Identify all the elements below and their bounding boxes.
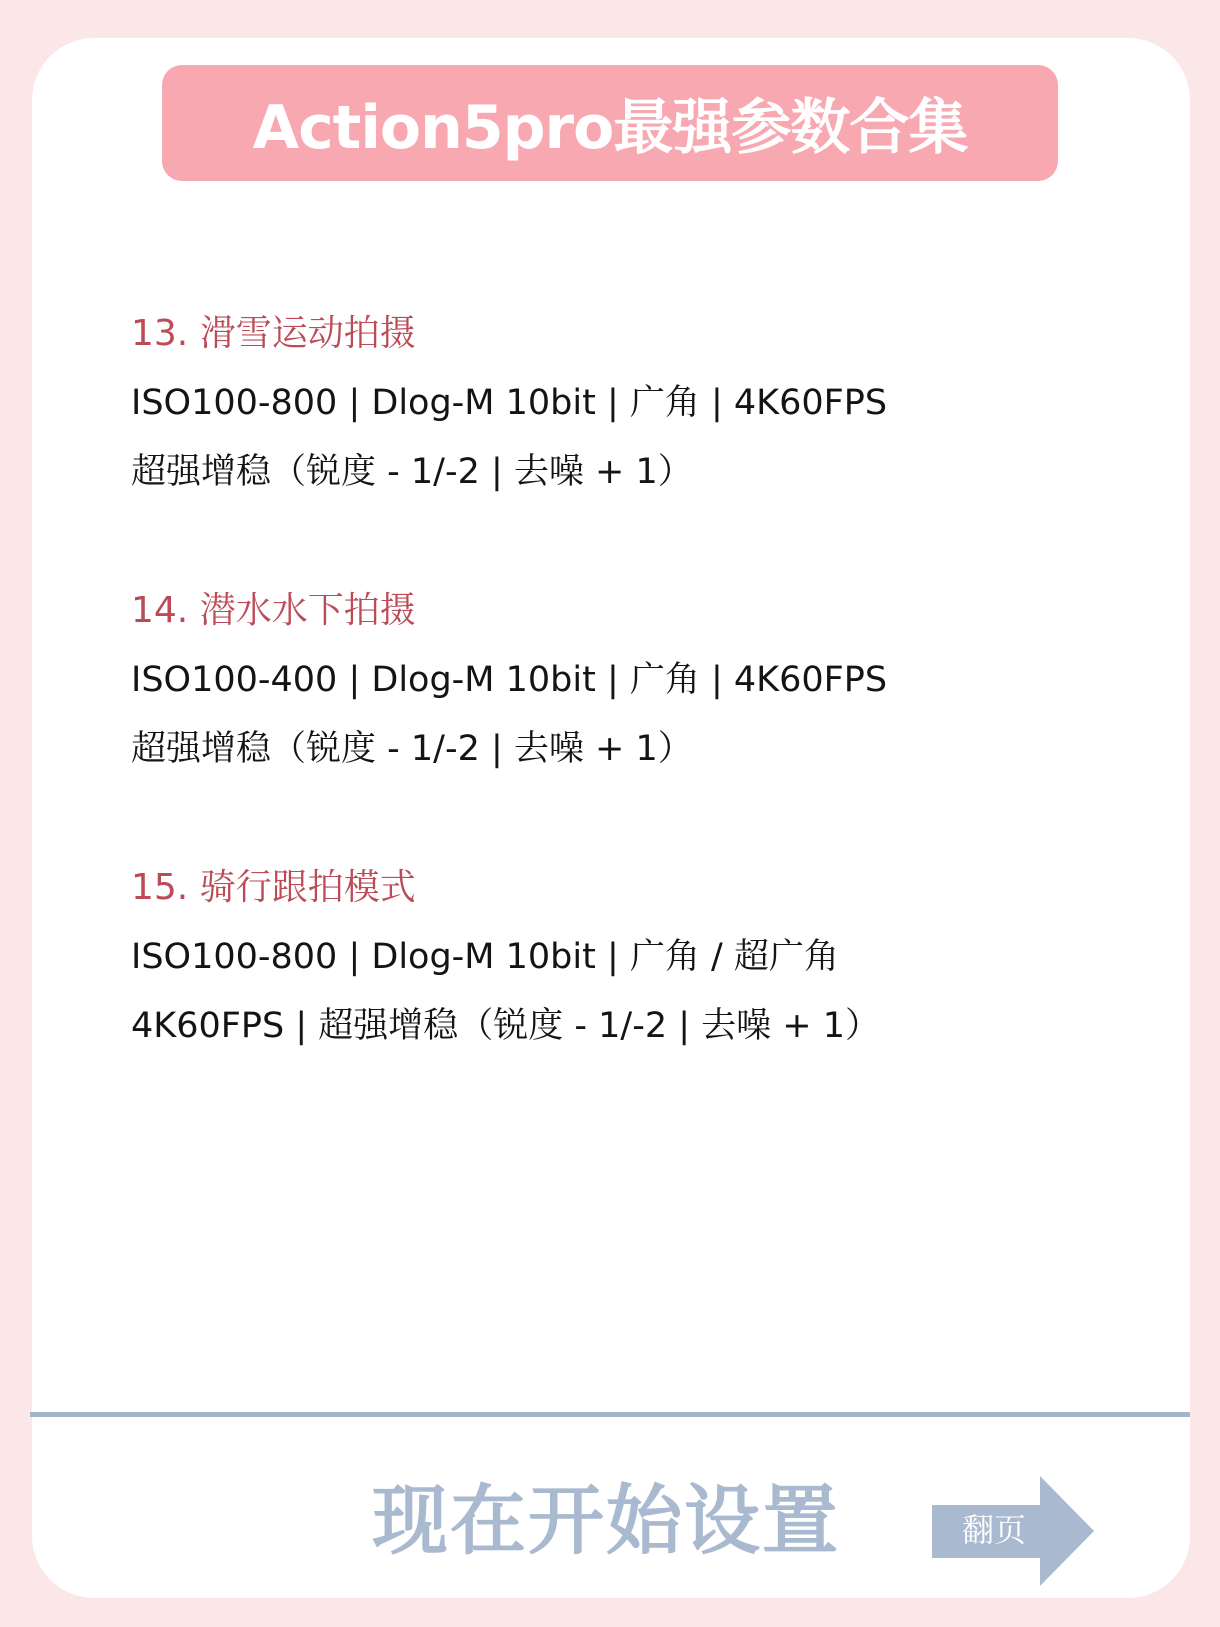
section-diving <box>131 589 887 771</box>
section-heading: 13. 滑雪运动拍摄 <box>131 313 416 354</box>
content-card <box>32 38 1190 1598</box>
section-cycling <box>131 866 880 1048</box>
cta-text: 现在开始设置 <box>372 1476 840 1565</box>
spec-line: ISO100-400 | Dlog-M 10bit | 广角 | 4K60FPS <box>131 660 888 700</box>
section-heading: 14. 潜水水下拍摄 <box>131 590 416 631</box>
spec-line: ISO100-800 | Dlog-M 10bit | 广角 | 4K60FPS <box>131 383 888 423</box>
spec-line: ISO100-800 | Dlog-M 10bit | 广角 / 超广角 <box>131 937 839 977</box>
section-heading: 15. 骑行跟拍模式 <box>131 867 416 908</box>
next-page-label: 翻页 <box>962 1511 1027 1549</box>
spec-line: 超强增稳（锐度 - 1/-2 | 去噪 + 1） <box>131 452 693 492</box>
page-title: Action5pro最强参数合集 <box>252 93 968 163</box>
section-skiing <box>131 312 887 494</box>
spec-line: 4K60FPS | 超强增稳（锐度 - 1/-2 | 去噪 + 1） <box>131 1006 880 1046</box>
spec-line: 超强增稳（锐度 - 1/-2 | 去噪 + 1） <box>131 729 693 769</box>
footer-divider <box>30 1412 1190 1417</box>
title-banner <box>162 65 1058 181</box>
next-page-button[interactable] <box>930 1476 1096 1586</box>
